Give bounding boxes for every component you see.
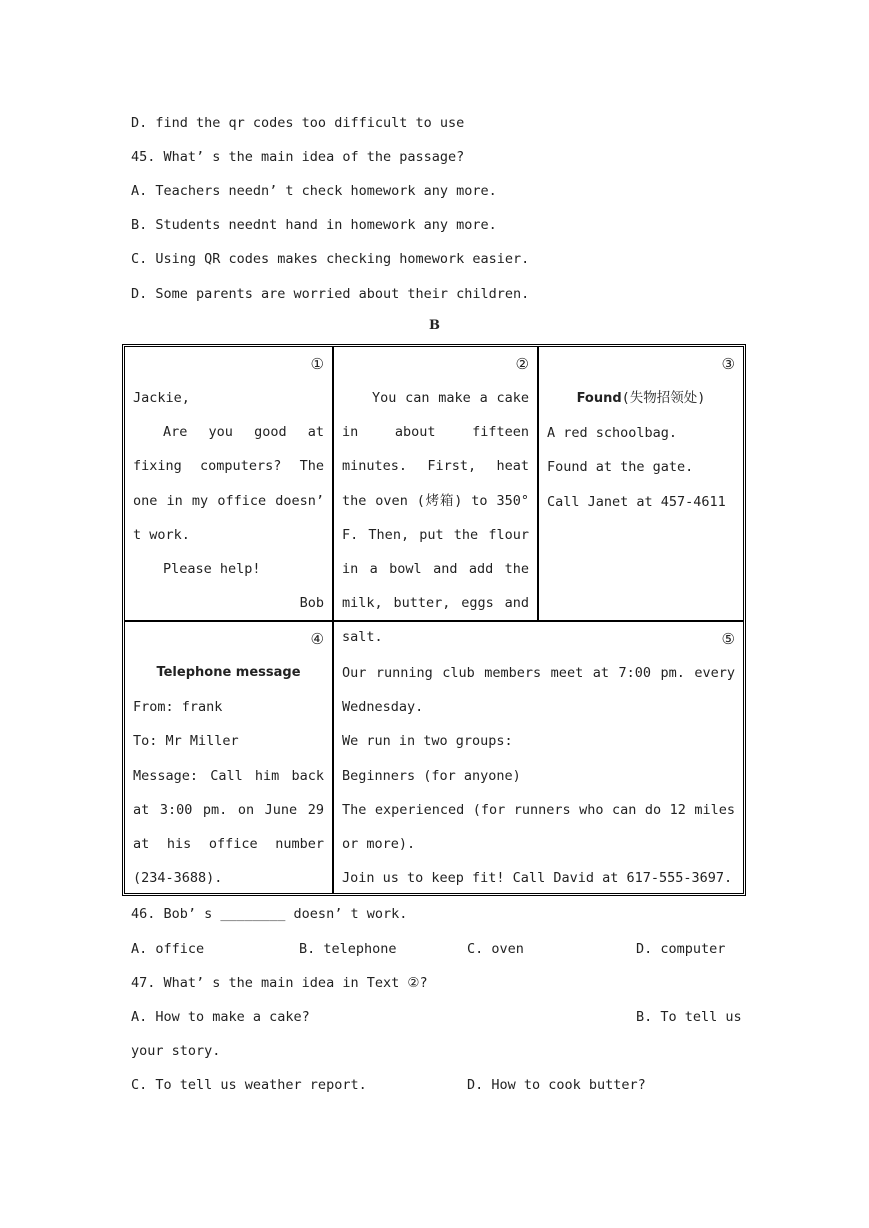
notice-3-title-note: (失物招领处) xyxy=(621,390,706,406)
notice-5 xyxy=(334,622,743,893)
notice-1 xyxy=(125,347,332,620)
notice-1-body: Are you good at fixing computers? The one in my office doesn’ t work. xyxy=(133,424,324,543)
top-line-1: D. find the qr codes too difficult to use xyxy=(131,115,465,131)
option-47-c: C. To tell us weather report. xyxy=(131,1077,367,1093)
notice-5-p3: Beginners (for anyone) xyxy=(342,767,521,784)
notice-5-p1: Our running club members meet at 7:00 pm. every Wednesday. xyxy=(342,665,735,716)
option-47-a: A. How to make a cake? xyxy=(131,1009,310,1025)
notice-4-title: Telephone message xyxy=(156,665,301,680)
notice-number-1: ① xyxy=(310,355,324,373)
notice-4 xyxy=(125,622,332,893)
notice-4-from: From: frank xyxy=(133,699,223,716)
notice-3-title: Found xyxy=(576,391,622,406)
notice-5-p5: Join us to keep fit! Call David at 617-555-3697. xyxy=(342,870,733,887)
option-47-d: D. How to cook butter? xyxy=(467,1077,646,1093)
option-45-a: A. Teachers needn’ t check homework any more. xyxy=(131,183,497,199)
notice-3-line-2: Found at the gate. xyxy=(547,459,694,476)
section-title: B xyxy=(429,318,440,333)
question-46: 46. Bob’ s ________ doesn’ t work. xyxy=(131,906,408,922)
option-45-c: C. Using QR codes makes checking homework easier. xyxy=(131,251,530,267)
option-47-b-cont: your story. xyxy=(131,1043,221,1059)
notice-1-signature: Bob xyxy=(299,595,324,612)
option-46-d: D. computer xyxy=(636,941,726,957)
option-46-c: C. oven xyxy=(467,941,524,957)
question-45: 45. What’ s the main idea of the passage? xyxy=(131,149,465,165)
notice-3 xyxy=(539,347,743,620)
notice-2 xyxy=(334,347,537,646)
notice-grid xyxy=(122,344,746,896)
notice-3-line-1: A red schoolbag. xyxy=(547,425,678,442)
option-46-a: A. office xyxy=(131,941,205,957)
notice-number-4: ④ xyxy=(310,630,324,648)
option-47-b: B. To tell us xyxy=(636,1009,742,1025)
notice-1-closing: Please help! xyxy=(163,561,261,578)
notice-number-3: ③ xyxy=(721,355,735,373)
notice-4-to: To: Mr Miller xyxy=(133,733,239,750)
option-46-b: B. telephone xyxy=(299,941,397,957)
notice-number-5: ⑤ xyxy=(721,630,735,648)
option-45-b: B. Students neednt hand in homework any more. xyxy=(131,217,497,233)
notice-2-body: You can make a cake in about fifteen minutes. First, heat the oven (烤箱) to 350° F. Then, put the flour in a bowl and add the milk, butter, eggs and salt. xyxy=(342,390,529,646)
notice-3-line-3: Call Janet at 457-4611 xyxy=(547,493,726,510)
question-47: 47. What’ s the main idea in Text ②? xyxy=(131,975,428,991)
notice-number-2: ② xyxy=(515,355,529,373)
notice-5-p4: The experienced (for runners who can do 12 miles or more). xyxy=(342,801,735,853)
option-45-d: D. Some parents are worried about their children. xyxy=(131,286,530,302)
notice-5-p2: We run in two groups: xyxy=(342,733,513,750)
notice-4-message: Message: Call him back at 3:00 pm. on June 29 at his office number (234-3688). xyxy=(133,767,324,887)
notice-1-salutation: Jackie, xyxy=(133,390,190,406)
